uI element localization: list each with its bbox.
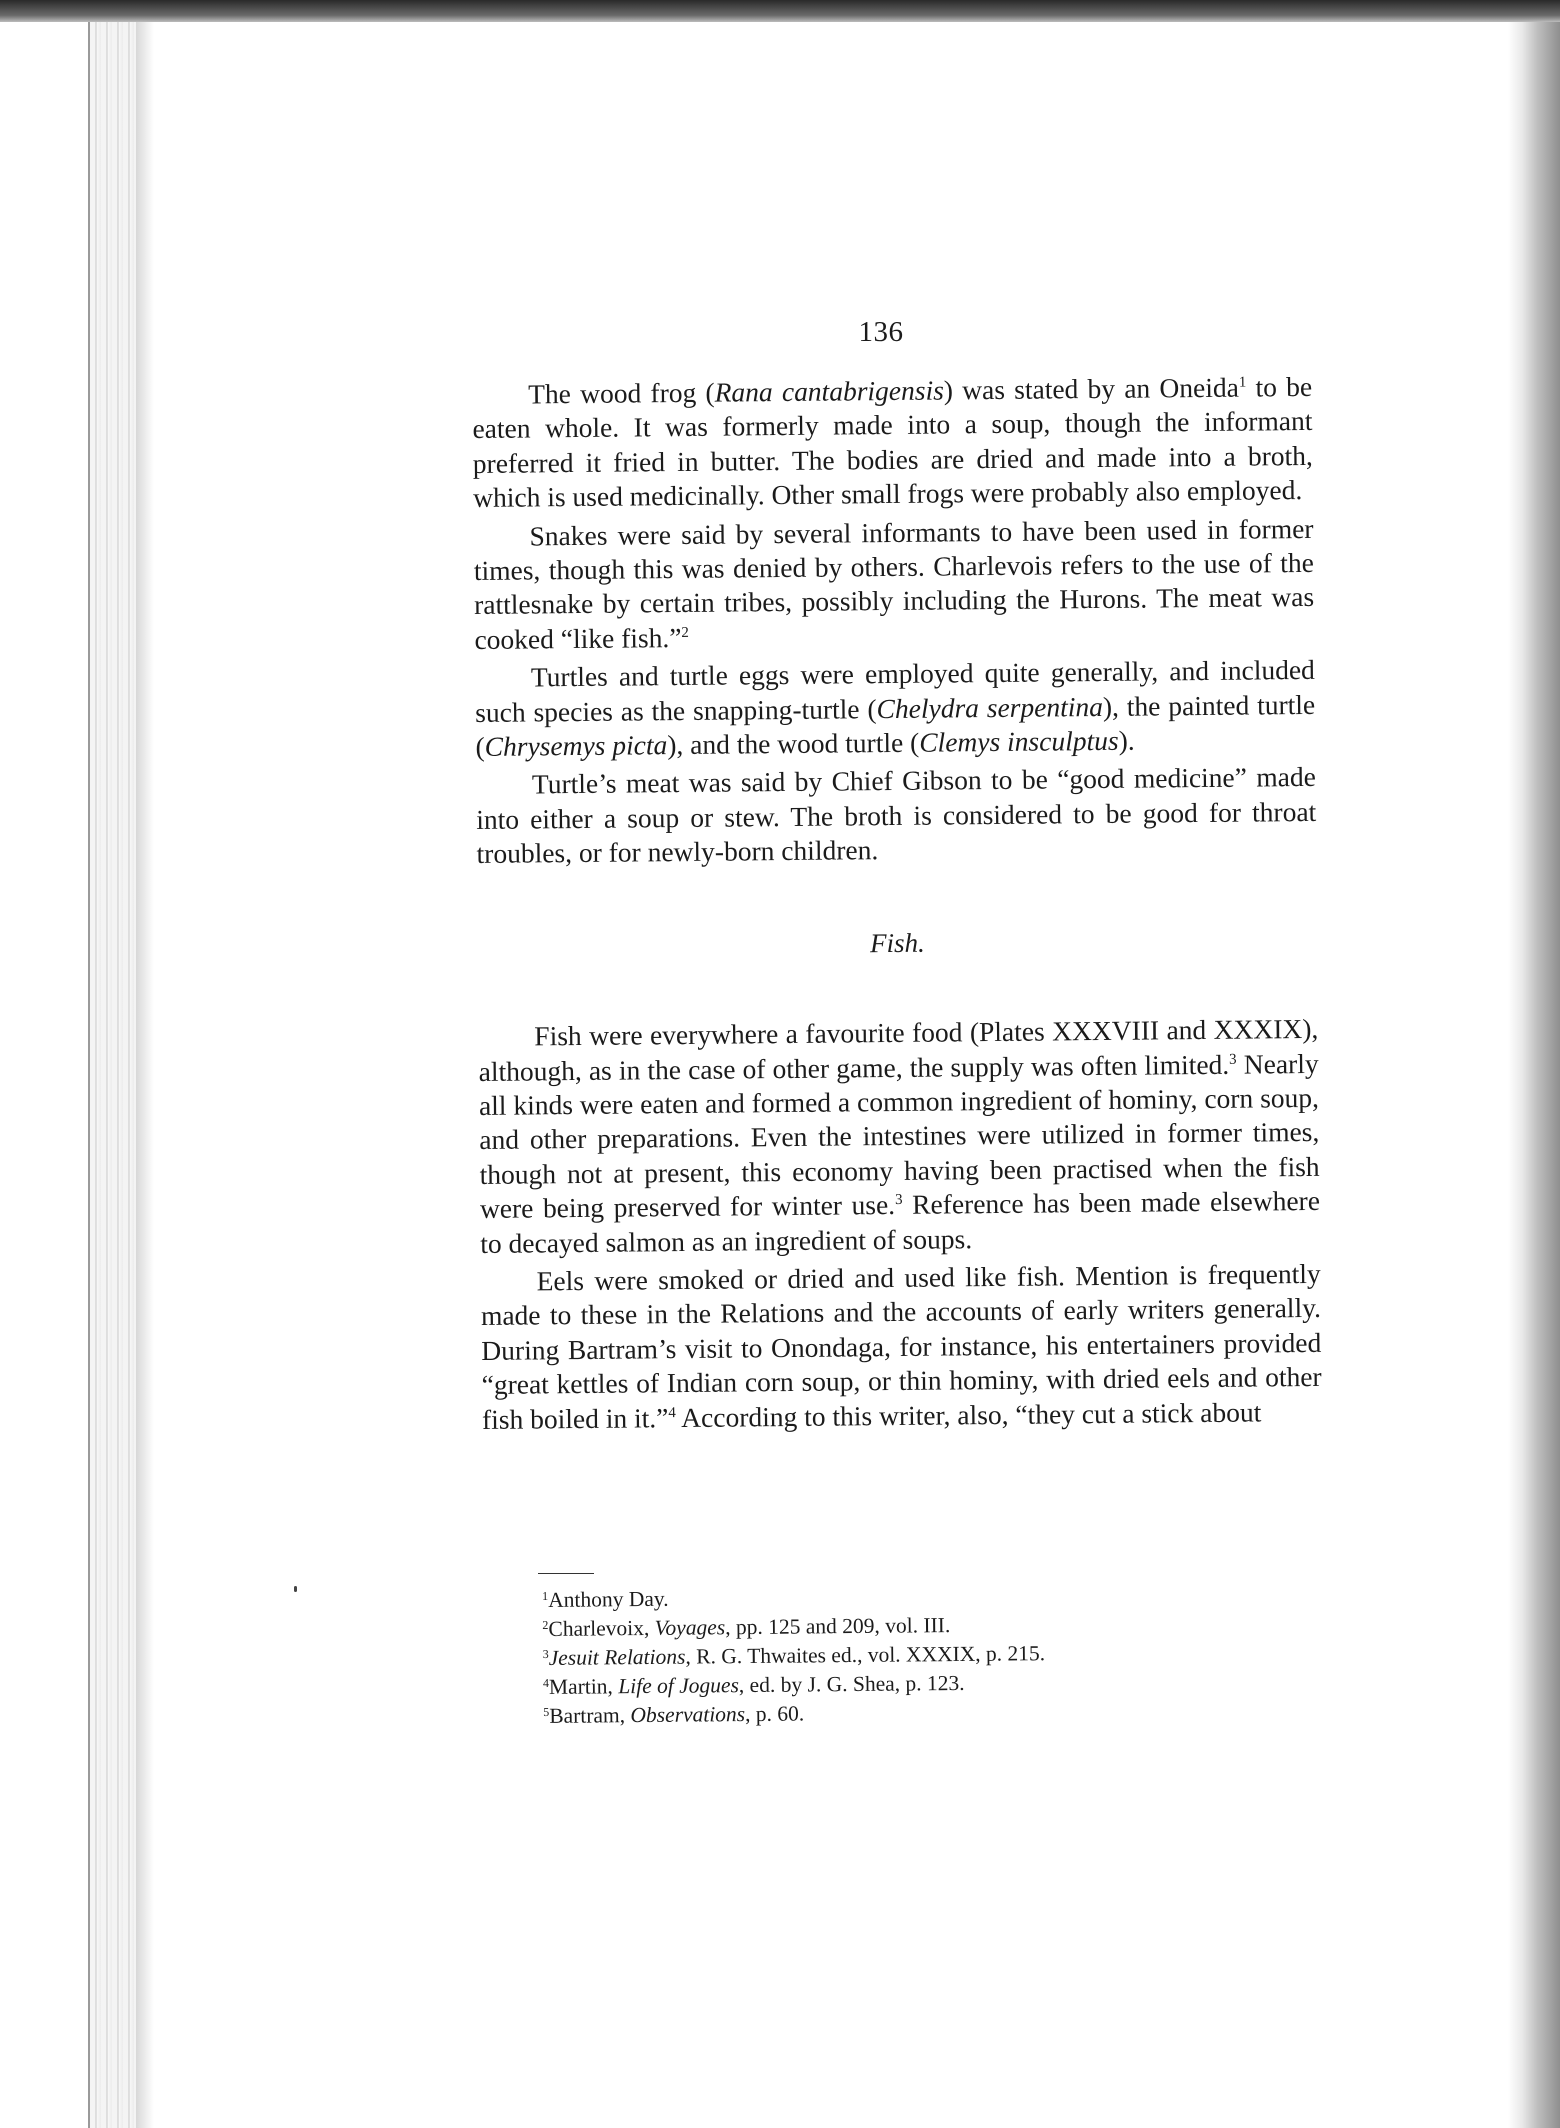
scan-speck <box>294 1586 297 1592</box>
footnote-ref: 2 <box>681 624 689 641</box>
paragraph-wood-frog <box>472 370 1313 516</box>
footnote-mark: 1 <box>542 1588 549 1603</box>
section-heading: Fish. <box>869 927 925 958</box>
footnote-mark: 2 <box>542 1617 549 1632</box>
scan-frame-top <box>0 0 1560 22</box>
text-run: Fish were everywhere a favourite food (Plates XXXVIII and XXXIX), although, as in the case of other game, the supply was often limited. <box>478 1013 1319 1087</box>
species-name: Chrysemys picta <box>484 729 668 762</box>
paragraph-eels <box>481 1257 1323 1437</box>
footnotes <box>542 1579 1223 1731</box>
text-run: The wood frog ( <box>528 376 715 410</box>
footnote-text: Anthony Day. <box>548 1586 669 1612</box>
footnote-title: Jesuit Relations <box>548 1644 686 1670</box>
text-run: ). <box>1118 724 1135 756</box>
page-number: 136 <box>858 316 904 348</box>
text-run: Turtle’s meat was said by Chief Gibson to be “good medicine” made into either a soup or stew. The broth is considered to be good for throat troubles, or for newly-born children. <box>476 761 1317 870</box>
footnote-text: , ed. by J. G. Shea, p. 123. <box>738 1670 965 1698</box>
page-edge-shadow <box>136 22 154 2128</box>
footnote-ref: 3 <box>1229 1051 1237 1068</box>
footnote-title: Observations <box>630 1702 746 1728</box>
text-run: ) was stated by an Oneida <box>943 371 1239 406</box>
footnote-title: Life of Jogues <box>618 1673 739 1699</box>
text-run: ), and the wood turtle ( <box>667 726 920 761</box>
text-run: Turtles and turtle eggs were employed quite generally, and included such species as the snapping-turtle ( <box>475 654 1315 728</box>
species-name: Clemys insculptus <box>919 724 1119 758</box>
footnote-ref: 3 <box>894 1192 903 1209</box>
footnote-text: , R. G. Thwaites ed., vol. XXXIX, p. 215. <box>685 1641 1046 1669</box>
text-run: Reference has been made elsewhere to decayed salmon as an ingredient of soups. <box>480 1185 1321 1259</box>
footnote-ref: 4 <box>668 1404 676 1421</box>
text-run: Nearly all kinds were eaten and formed a common ingredient of hominy, corn soup, and other preparations. Even the intestines were utilized in former times, though not at present, this economy having been practised when the fish were being preserved for winter use. <box>478 1047 1320 1225</box>
footnote-text: Bartram, <box>549 1703 631 1728</box>
paragraph-turtles <box>475 653 1316 764</box>
footnote-title: Voyages <box>654 1615 726 1640</box>
footnote-text: Martin, <box>548 1674 619 1699</box>
body-text <box>472 370 1322 1437</box>
text-run: Eels were smoked or dried and used like fish. Mention is frequently made to these in the Relations and the accounts of early writers generally. During Bartram’s visit to Onondaga, for instance, his entertainers provided “great kettles of Indian corn soup, or thin hominy, with dried eels and other fish boiled in it.” <box>480 1257 1322 1435</box>
footnote-text: Charlevoix, <box>548 1615 655 1641</box>
footnote-divider <box>538 1573 594 1574</box>
text-run: ), the painted turtle ( <box>475 688 1316 763</box>
footnote-text: , pp. 125 and 209, vol. III. <box>725 1613 951 1640</box>
text-run: According to this writer, also, “they cut a stick about <box>675 1396 1262 1433</box>
footnote-mark: 4 <box>542 1675 549 1690</box>
text-run: Snakes were said by several informants to have been used in former times, though this was denied by others. Charlevois refers to the use of the rattlesnake by certain tribes, possibly including the Hurons. The meat was cooked “like fish.” <box>473 512 1315 655</box>
species-name: Chelydra serpentina <box>876 690 1104 724</box>
text-run: to be eaten whole. It was formerly made into a soup, though the informant preferred it fried in butter. The bodies are dried and made into a broth, which is used medicinally. Other small frogs were probably also employed. <box>472 370 1313 514</box>
footnote-mark: 5 <box>543 1704 550 1719</box>
footnote-mark: 3 <box>542 1646 549 1661</box>
paragraph-fish <box>478 1012 1320 1261</box>
species-name: Rana cantabrigensis <box>714 374 944 408</box>
book-binding-shadow <box>1508 22 1560 2128</box>
paragraph-turtle-meat <box>476 760 1317 871</box>
footnote-text: , p. 60. <box>744 1701 805 1727</box>
paragraph-snakes <box>473 512 1314 658</box>
footnote-ref: 1 <box>1238 374 1247 391</box>
